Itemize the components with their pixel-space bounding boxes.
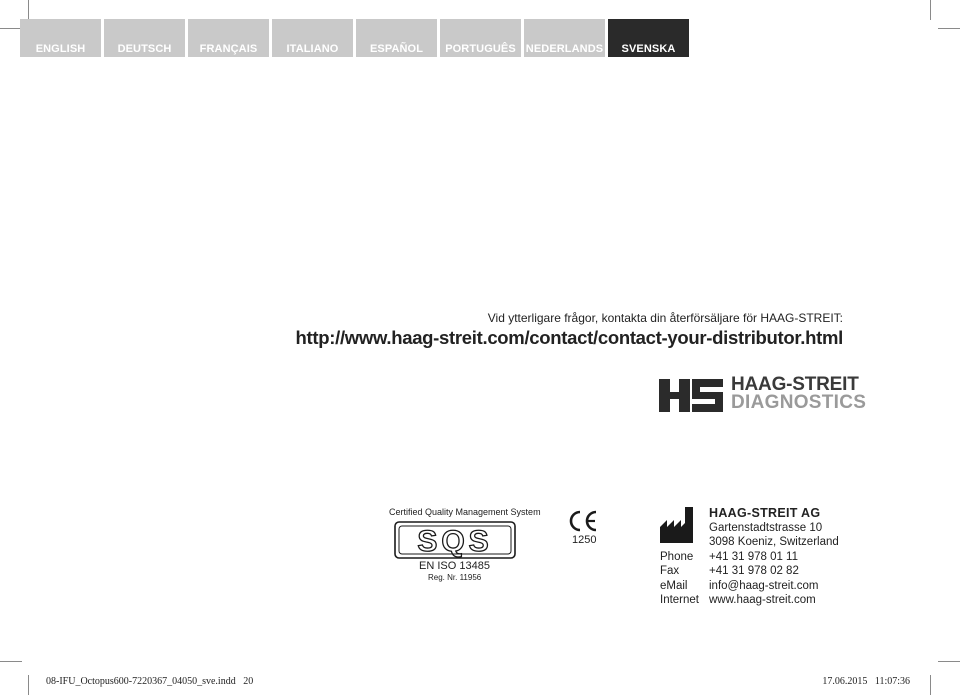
address-line-1: Gartenstadtstrasse 10: [709, 522, 823, 534]
email-value[interactable]: info@haag-streit.com: [709, 580, 819, 592]
crop-mark: [0, 661, 22, 662]
tab-nederlands[interactable]: NEDERLANDS: [524, 19, 605, 57]
internet-label: Internet: [660, 594, 699, 606]
brand-name: HAAG-STREIT: [731, 374, 859, 395]
tab-english[interactable]: ENGLISH: [20, 19, 101, 57]
tab-francais[interactable]: FRANÇAIS: [188, 19, 269, 57]
crop-mark: [28, 675, 29, 695]
factory-icon: [660, 507, 693, 543]
sqs-logo-text: SQS: [417, 525, 493, 558]
brand-wordmark: [731, 376, 866, 412]
language-tab-bar: [20, 19, 692, 57]
fax-value: +41 31 978 02 82: [709, 565, 799, 577]
crop-mark: [930, 0, 931, 20]
tab-svenska[interactable]: SVENSKA: [608, 19, 689, 57]
tab-deutsch[interactable]: DEUTSCH: [104, 19, 185, 57]
hs-logo-icon: [659, 379, 723, 412]
phone-label: Phone: [660, 551, 694, 563]
registration-number: Reg. Nr. 11956: [428, 573, 482, 582]
contact-text: Vid ytterligare frågor, kontakta din återförsäljare för HAAG-STREIT:: [487, 311, 843, 325]
manufacturer-name: HAAG-STREIT AG: [709, 506, 821, 520]
crop-mark: [938, 661, 960, 662]
crop-mark: [938, 28, 960, 29]
ce-notified-body-number: 1250: [572, 534, 597, 546]
tab-portugues[interactable]: PORTUGUÊS: [440, 19, 521, 57]
cert-title: Certified Quality Management System: [389, 507, 541, 517]
brand-subtitle: DIAGNOSTICS: [731, 392, 867, 413]
email-label: eMail: [660, 580, 688, 592]
crop-mark: [0, 28, 22, 29]
distributor-link[interactable]: http://www.haag-streit.com/contact/contact-your-distributor.html: [295, 327, 843, 348]
tab-espanol[interactable]: ESPAÑOL: [356, 19, 437, 57]
phone-value: +41 31 978 01 11: [709, 551, 798, 563]
tab-italiano[interactable]: ITALIANO: [272, 19, 353, 57]
crop-mark: [28, 0, 29, 20]
ce-mark-icon: [567, 510, 599, 532]
footer-filename: 08-IFU_Octopus600-7220367_04050_sve.indd 20: [46, 676, 254, 687]
address-line-2: 3098 Koeniz, Switzerland: [709, 536, 839, 548]
iso-standard: EN ISO 13485: [419, 560, 490, 572]
sqs-logo: [394, 521, 516, 559]
crop-mark: [930, 675, 931, 695]
internet-value[interactable]: www.haag-streit.com: [709, 594, 816, 606]
footer-timestamp: 17.06.2015 11:07:36: [822, 676, 910, 687]
fax-label: Fax: [660, 565, 680, 577]
